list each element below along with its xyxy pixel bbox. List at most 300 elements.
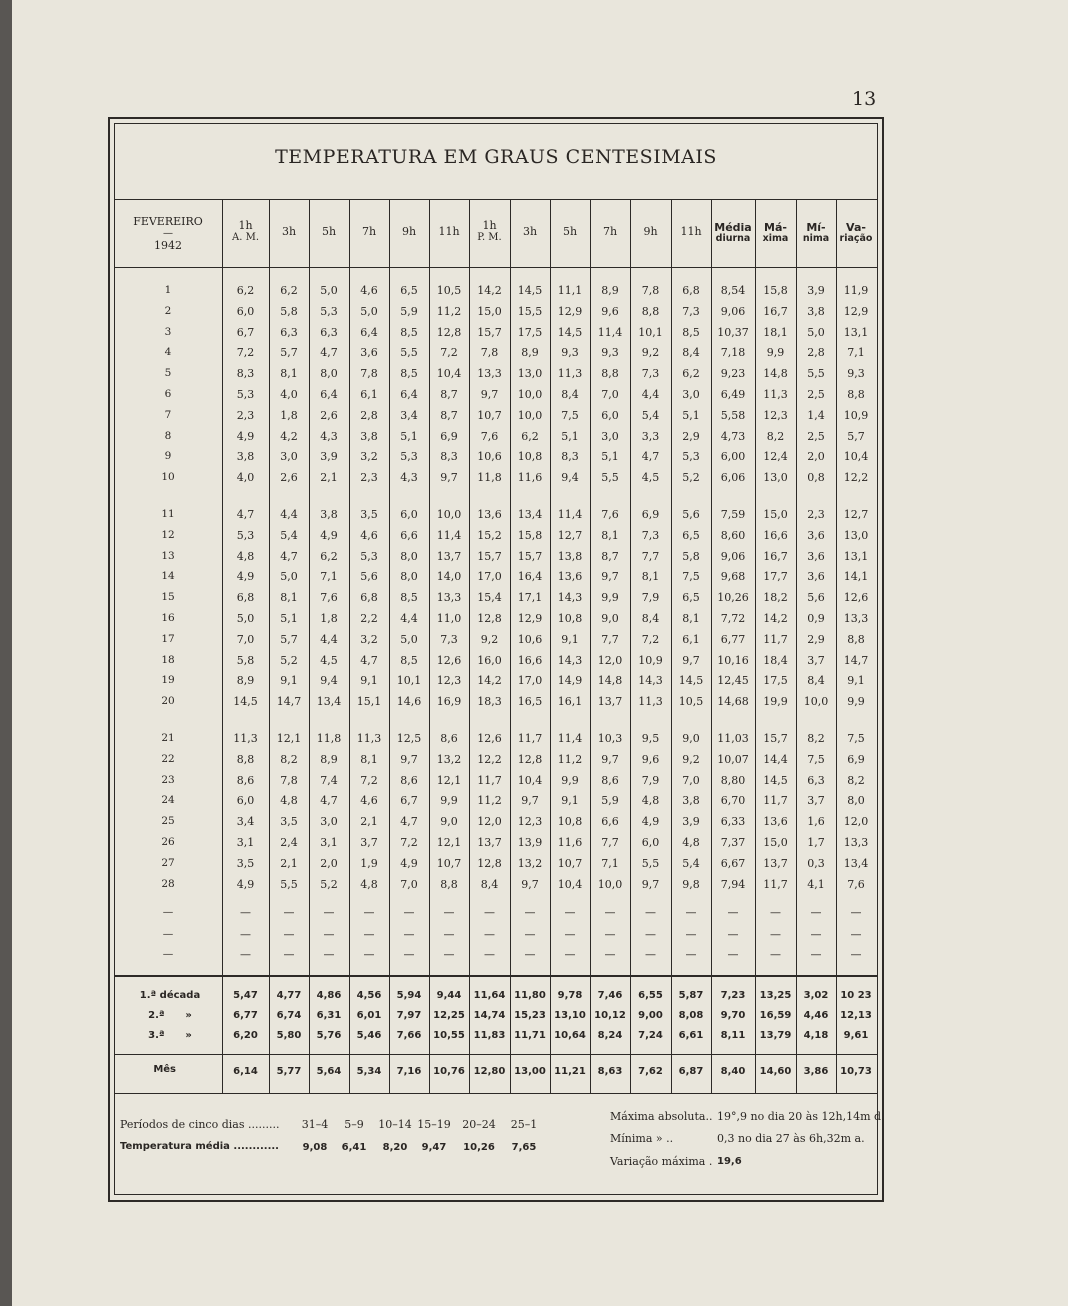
header-dash: — [163,228,173,239]
table-cell: 9,7 [682,653,700,667]
decade-cell: 5,80 [276,1030,302,1041]
dash-cell: — [443,928,455,941]
table-cell: 11,2 [557,752,583,766]
table-cell: 1,8 [280,408,298,422]
dash-cell: — [240,906,251,919]
day-number: 12 [161,528,175,541]
table-cell: 9,2 [480,632,499,646]
table-cell: 12,6 [843,591,869,605]
table-cell: 12,45 [717,674,749,688]
table-cell: 4,4 [280,508,298,521]
period-mean: 9,47 [421,1142,447,1153]
table-cell: 9,68 [720,570,746,584]
table-cell: 4,0 [280,388,298,401]
decade-cell: 11,71 [514,1030,546,1041]
table-cell: 9,4 [561,471,579,485]
table-cell: 7,9 [641,773,660,787]
column-header-top: 5h [321,225,337,238]
table-cell: 10,9 [843,408,869,422]
table-cell: 12,7 [557,528,583,542]
dash-cell: — [363,928,375,941]
column-header [429,226,469,238]
month-cell: 14,60 [759,1066,792,1077]
table-cell: 15,7 [763,732,788,745]
table-cell: 10,4 [843,450,869,464]
table-cell: 16,6 [763,528,788,542]
dash-cell: — [484,928,495,941]
table-cell: 9,6 [641,752,660,766]
table-cell: 16,9 [436,695,462,709]
table-cell: 17,7 [763,570,788,584]
periods-label: Períodos de cinco dias ......... [120,1118,280,1131]
table-cell: 15,8 [763,284,788,297]
table-cell: 11,7 [763,877,788,891]
table-cell: 8,8 [236,752,255,766]
column-header-sub: riação [839,233,873,244]
table-cell: 14,3 [557,653,583,667]
table-cell: 2,9 [682,429,700,443]
day-number: 20 [161,695,175,708]
table-cell: 1,9 [360,856,378,870]
day-dash: — [162,928,174,940]
table-cell: 9,2 [641,346,660,360]
table-cell: 4,7 [320,794,338,808]
table-cell: 3,6 [807,549,825,563]
table-cell: 3,8 [682,794,700,808]
decade-cell: 10,64 [554,1030,586,1041]
month-label: Mês [153,1064,176,1075]
table-cell: 11,8 [477,471,502,485]
header-month: FEVEREIRO [133,215,203,228]
table-cell: 3,0 [320,815,338,829]
table-cell: 10,5 [678,695,704,709]
day-number: 7 [164,408,172,421]
table-cell: 9,4 [320,674,338,688]
dash-cell: — [363,906,375,919]
table-cell: 4,7 [400,815,418,829]
column-header [796,222,836,244]
column-header-top: 9h [401,225,417,238]
table-cell: 9,9 [601,591,619,605]
table-cell: 5,4 [641,408,660,422]
table-cell: 3,3 [641,429,660,443]
table-cell: 5,6 [360,570,378,584]
column-header-sub: xima [762,233,789,244]
dash-cell: — [524,948,536,961]
table-cell: 3,8 [320,508,338,521]
table-cell: 7,1 [601,856,619,870]
table-cell: 6,1 [360,388,378,401]
decade-cell: 11,83 [473,1030,506,1041]
table-cell: 3,5 [280,815,298,829]
table-cell: 18,2 [763,591,788,605]
table-cell: 9,6 [601,304,619,318]
table-cell: 11,2 [477,794,502,808]
dash-cell: — [604,948,616,961]
month-cell: 10,76 [433,1066,465,1077]
table-cell: 8,8 [641,304,660,318]
table-cell: 15,7 [477,325,502,339]
table-cell: 8,4 [561,388,579,401]
table-cell: 11,4 [597,325,623,339]
table-cell: 6,5 [682,591,700,605]
table-cell: 12,9 [517,612,543,625]
table-cell: 5,58 [720,408,746,422]
decade-cell: 3,02 [803,990,829,1001]
column-header [550,226,590,238]
table-cell: 5,7 [280,632,298,646]
column-header-sub: A. M. [232,232,259,243]
column-header-top: 3h [522,225,538,238]
table-cell: 14,5 [517,284,543,297]
table-cell: 12,3 [763,408,788,422]
table-cell: 11,6 [557,836,583,849]
table-cell: 5,4 [682,856,700,870]
table-cell: 8,1 [601,528,619,542]
table-cell: 4,4 [320,632,338,646]
table-cell: 12,8 [436,325,462,339]
table-cell: 6,2 [521,429,539,443]
column-header-top: Média [714,221,752,234]
rule-below-header [115,267,877,268]
table-cell: 5,5 [400,346,418,360]
table-cell: 7,6 [847,877,865,891]
column-header-top: 3h [281,225,297,238]
period-mean: 8,20 [382,1142,408,1153]
day-number: 14 [161,570,175,583]
table-cell: 11,3 [763,388,788,401]
table-cell: 14,5 [557,325,583,339]
table-cell: 9,0 [440,815,458,829]
table-cell: 16,1 [557,695,583,709]
table-cell: 1,6 [807,815,825,829]
table-cell: 10,4 [557,877,583,891]
table-cell: 11,3 [233,732,258,745]
table-cell: 4,7 [320,346,338,360]
table-cell: 5,1 [280,612,298,625]
table-cell: 13,3 [843,836,869,849]
table-cell: 13,6 [477,508,502,521]
month-cell: 11,21 [554,1066,586,1077]
column-header [590,226,630,238]
table-cell: 6,0 [641,836,660,849]
table-cell: 11,0 [436,612,462,625]
table-cell: 14,4 [763,752,788,766]
dash-cell: — [810,928,822,941]
table-cell: 7,7 [601,632,619,646]
table-cell: 7,0 [400,877,418,891]
month-cell: 8,40 [720,1066,746,1077]
table-cell: 14,7 [276,695,302,709]
dash-cell: — [850,948,862,961]
table-cell: 6,2 [236,284,255,297]
decade-cell: 6,55 [638,990,663,1001]
table-cell: 4,7 [280,549,298,563]
table-cell: 5,0 [320,284,338,297]
table-cell: 6,9 [641,508,660,521]
table-cell: 14,5 [233,695,258,709]
table-cell: 13,3 [477,367,502,381]
table-cell: 2,0 [807,450,825,464]
dash-cell: — [810,906,822,919]
table-cell: 12,6 [477,732,502,745]
table-cell: 3,0 [601,429,619,443]
table-cell: 5,5 [641,856,660,870]
decade-cell: 6,01 [356,1010,382,1021]
table-cell: 2,5 [807,388,825,401]
table-cell: 7,9 [641,591,660,605]
table-cell: 7,72 [720,612,746,625]
decade-cell: 4,77 [276,990,302,1001]
dash-cell: — [645,948,656,961]
table-cell: 7,3 [641,528,660,542]
table-cell: 6,9 [847,752,865,766]
column-header [389,226,429,238]
table-cell: 7,5 [847,732,865,745]
column-header [630,226,671,238]
table-cell: 7,8 [641,284,660,297]
dash-cell: — [323,928,335,941]
min-value: 0,3 no dia 27 às 6h,32m a. [717,1132,865,1145]
table-cell: 13,0 [843,528,869,542]
table-cell: 4,8 [280,794,298,808]
column-header-top: 11h [438,225,460,238]
table-cell: 16,7 [763,304,788,318]
decade-cell: 5,87 [678,990,704,1001]
table-cell: 4,8 [641,794,660,808]
table-cell: 8,60 [720,528,746,542]
table-cell: 6,2 [320,549,338,563]
column-header-top: 5h [562,225,578,238]
table-cell: 7,3 [440,632,458,646]
table-cell: 5,1 [601,450,619,464]
table-cell: 2,1 [320,471,338,485]
table-cell: 3,8 [807,304,825,318]
table-cell: 8,80 [720,773,746,787]
table-cell: 10,0 [517,388,543,401]
table-cell: 4,6 [360,794,378,808]
table-cell: 11,4 [557,732,583,745]
table-cell: 17,1 [517,591,543,605]
table-cell: 7,5 [561,408,579,422]
table-cell: 11,7 [763,794,788,808]
column-header-sub: nima [802,233,830,244]
dash-cell: — [645,906,656,919]
table-cell: 7,1 [847,346,865,360]
month-cell: 10,73 [840,1066,872,1077]
table-cell: 9,1 [561,632,579,646]
column-header [269,226,309,238]
table-cell: 8,1 [280,591,298,605]
table-cell: 2,2 [360,612,378,625]
table-cell: 14,5 [763,773,788,787]
table-cell: 6,70 [720,794,746,808]
table-cell: 3,4 [236,815,255,829]
dash-cell: — [524,906,536,919]
table-cell: 8,8 [847,632,865,646]
table-cell: 13,3 [436,591,462,605]
table-cell: 8,9 [601,284,619,297]
table-cell: 8,4 [682,346,700,360]
table-cell: 7,6 [480,429,499,443]
dash-cell: — [850,928,862,941]
table-cell: 9,9 [561,773,579,787]
table-cell: 11,1 [557,284,583,297]
table-cell: 15,7 [517,549,543,563]
table-cell: 5,3 [682,450,700,464]
table-cell: 4,9 [320,528,338,542]
table-cell: 2,4 [280,836,298,849]
table-cell: 7,2 [236,346,255,360]
month-cell: 7,62 [638,1066,663,1077]
table-cell: 8,5 [400,653,418,667]
table-cell: 9,1 [847,674,865,688]
dash-cell: — [850,906,862,919]
decade-cell: 8,24 [597,1030,623,1041]
table-cell: 2,5 [807,429,825,443]
table-cell: 7,94 [720,877,746,891]
day-number: 19 [161,674,175,687]
rule-below-title [115,199,877,200]
dash-cell: — [645,928,656,941]
table-cell: 6,00 [720,450,746,464]
dash-cell: — [770,928,781,941]
period-mean: 7,65 [511,1142,537,1153]
table-cell: 14,2 [763,612,788,625]
dash-cell: — [685,906,697,919]
decade-cell: 6,77 [233,1010,258,1021]
decade-cell: 12,25 [433,1010,465,1021]
table-cell: 2,3 [807,508,825,521]
month-cell: 3,86 [803,1066,829,1077]
table-cell: 12,6 [436,653,462,667]
table-cell: 2,3 [360,471,378,485]
table-cell: 7,2 [400,836,418,849]
table-cell: 17,5 [517,325,543,339]
dash-cell: — [810,948,822,961]
period-range: 25–1 [510,1118,538,1131]
table-cell: 3,5 [360,508,378,521]
column-header [711,222,755,244]
decade-cell: 11,64 [473,990,506,1001]
decade-cell: 9,70 [720,1010,746,1021]
decade-cell: 13,25 [759,990,792,1001]
table-cell: 9,9 [766,346,785,360]
table-cell: 2,9 [807,632,825,646]
table-cell: 9,3 [847,367,865,381]
table-cell: 15,0 [477,304,502,318]
table-cell: 9,3 [601,346,619,360]
table-cell: 4,9 [641,815,660,829]
table-cell: 10,0 [803,695,829,709]
period-range: 10–14 [378,1118,412,1131]
table-cell: 6,0 [236,304,255,318]
column-header-top: 9h [643,225,658,238]
table-cell: 6,67 [720,856,746,870]
table-cell: 11,4 [557,508,583,521]
period-range: 31–4 [301,1118,329,1131]
table-cell: 12,1 [276,732,302,745]
day-number: 25 [161,815,175,828]
month-cell: 5,34 [356,1066,382,1077]
column-header-top: 7h [602,225,618,238]
table-cell: 5,6 [807,591,825,605]
table-cell: 13,8 [557,549,583,563]
table-cell: 18,4 [763,653,788,667]
table-cell: 7,6 [601,508,619,521]
table-cell: 18,3 [477,695,502,709]
table-cell: 17,0 [477,570,502,584]
column-header-top: Mí- [806,221,826,234]
table-cell: 5,5 [807,367,825,381]
day-number: 11 [161,508,175,520]
table-cell: 11,4 [436,528,462,542]
decade-cell: 6,31 [316,1010,342,1021]
table-cell: 4,7 [360,653,378,667]
dash-cell: — [727,906,739,919]
decade-label: 1.ª década [139,990,201,1001]
table-cell: 8,7 [601,549,619,563]
day-number: 18 [161,653,175,666]
dash-cell: — [283,906,295,919]
table-cell: 6,5 [400,284,418,297]
table-cell: 9,9 [440,794,458,808]
table-cell: 5,2 [682,471,700,485]
max-absolute-label: Máxima absoluta.. [610,1110,713,1123]
table-cell: 6,3 [320,325,338,339]
table-cell: 9,9 [847,695,865,709]
table-cell: 11,3 [557,367,583,381]
min-label: Mínima » .. [610,1132,674,1145]
table-cell: 7,18 [720,346,746,360]
table-cell: 10,7 [436,856,462,870]
table-cell: 7,7 [641,549,660,563]
column-header [671,226,711,238]
table-cell: 5,7 [847,429,865,443]
table-cell: 8,1 [641,570,660,584]
table-cell: 11,8 [316,732,342,745]
table-cell: 8,7 [440,408,458,422]
table-cell: 9,7 [601,570,619,584]
dash-cell: — [443,906,455,919]
table-cell: 12,4 [763,450,788,464]
table-title: TEMPERATURA EM GRAUS CENTESIMAIS [275,146,717,168]
table-cell: 9,2 [682,752,700,766]
table-cell: 10,1 [638,325,663,339]
table-cell: 6,3 [280,325,298,339]
table-cell: 3,9 [320,450,338,464]
table-cell: 14,1 [843,570,869,584]
day-dash: — [162,906,174,918]
day-number: 8 [164,429,172,442]
table-cell: 11,3 [356,732,382,745]
table-cell: 10,3 [597,732,623,745]
decade-cell: 4,86 [316,990,342,1001]
table-cell: 8,6 [236,773,255,787]
decade-cell: 5,47 [233,990,258,1001]
table-cell: 14,9 [557,674,583,688]
table-cell: 8,7 [440,388,458,401]
table-cell: 5,0 [236,612,255,625]
table-cell: 3,8 [236,450,255,464]
table-cell: 15,2 [477,528,502,542]
table-cell: 8,54 [720,284,746,297]
day-number: 24 [161,794,175,807]
decade-cell: 7,97 [396,1010,422,1021]
table-cell: 8,0 [400,570,418,584]
table-cell: 12,7 [843,508,869,521]
column-header [510,226,550,238]
